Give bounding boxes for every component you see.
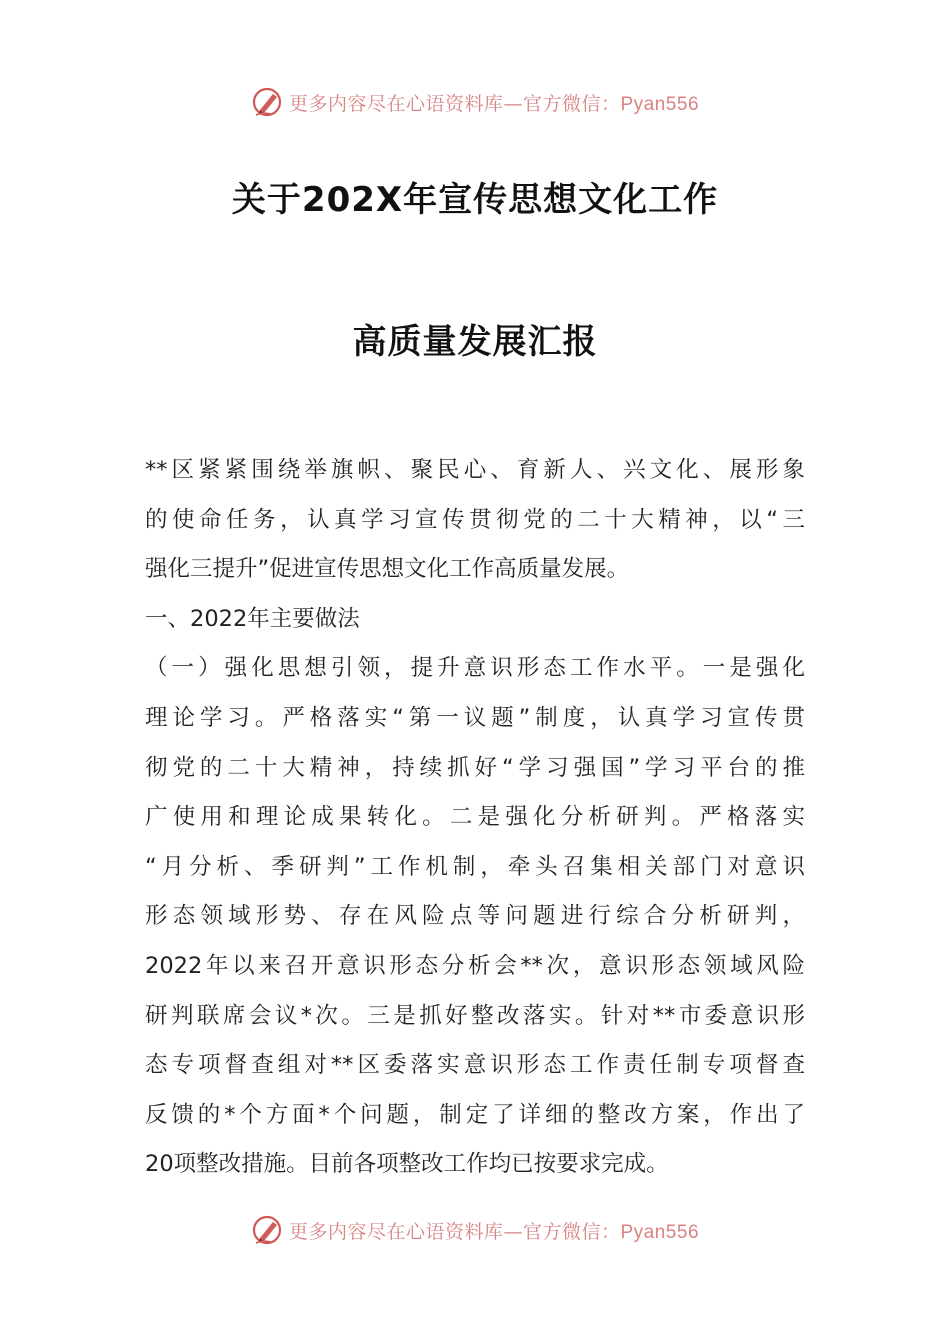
watermark-text: 更多内容尽在心语资料库—官方微信：Pyan556 (288, 92, 700, 115)
watermark-banner-top (0, 82, 950, 122)
body-line: 形态领域形势、存在风险点等问题进行综合分析研判， (145, 903, 805, 930)
body-line: 的使命任务，认真学习宣传贯彻党的二十大精神，以“三 (145, 506, 805, 533)
body-line: **区紧紧围绕举旗帜、聚民心、育新人、兴文化、展形象 (145, 457, 805, 483)
body-line: “月分析、季研判”工作机制，牵头召集相关部门对意识 (145, 853, 805, 880)
document-title-line1: 关于202X年宣传思想文化工作 (231, 180, 719, 220)
body-line: 2022年以来召开意识形态分析会**次，意识形态领域风险 (145, 952, 805, 979)
pen-logo-icon (251, 85, 285, 119)
body-line: 20项整改措施。目前各项整改工作均已按要求完成。 (145, 1151, 669, 1178)
body-line: 彻党的二十大精神，持续抓好“学习强国”学习平台的推 (145, 754, 805, 781)
body-line: 反馈的*个方面*个问题，制定了详细的整改方案，作出了 (145, 1101, 805, 1128)
body-line: 广使用和理论成果转化。二是强化分析研判。严格落实 (145, 804, 805, 831)
body-line: 强化三提升”促进宣传思想文化工作高质量发展。 (145, 556, 630, 583)
body-line: 理论学习。严格落实“第一议题”制度，认真学习宣传贯 (145, 704, 805, 731)
watermark-banner-bottom (0, 1210, 950, 1250)
body-line: （一）强化思想引领，提升意识形态工作水平。一是强化 (145, 655, 805, 682)
pen-logo-icon (251, 1213, 285, 1247)
document-title-line2: 高质量发展汇报 (352, 322, 598, 362)
wechat-id: Pyan556 (620, 1221, 700, 1243)
wechat-id: Pyan556 (620, 93, 700, 115)
document-body (145, 446, 805, 1190)
watermark-text: 更多内容尽在心语资料库—官方微信：Pyan556 (288, 1220, 700, 1243)
body-line: 态专项督查组对**区委落实意识形态工作责任制专项督查 (145, 1052, 805, 1079)
section-heading: 一、2022年主要做法 (145, 605, 360, 632)
body-line: 研判联席会议*次。三是抓好整改落实。针对**市委意识形 (145, 1002, 805, 1029)
